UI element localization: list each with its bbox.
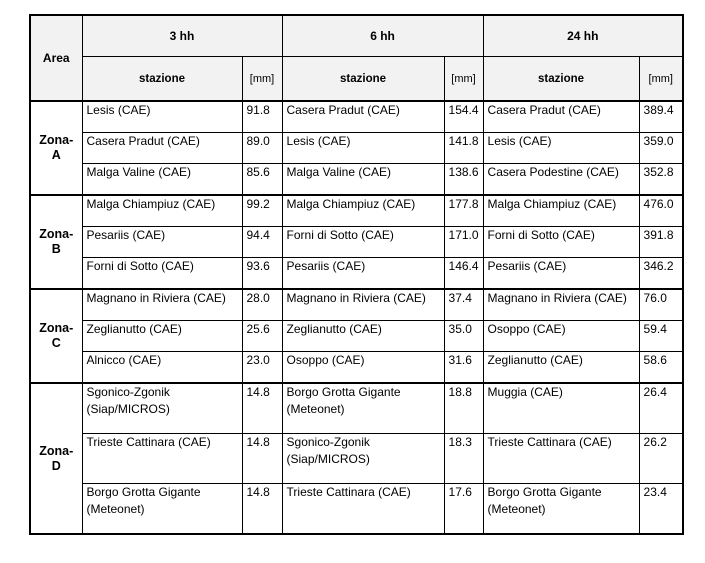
precipitation-table [29, 14, 684, 535]
station-header: stazione [82, 57, 242, 101]
table-row [30, 164, 683, 196]
value-cell-3h: 23.0 [242, 352, 282, 384]
table-row [30, 289, 683, 321]
table-row [30, 258, 683, 290]
period-header-6h: 6 hh [282, 15, 483, 57]
station-cell-3h: Sgonico-Zgonik (Siap/MICROS) [82, 383, 242, 434]
unit-header: [mm] [242, 57, 282, 101]
value-cell-6h: 18.8 [444, 383, 483, 434]
station-cell-24h: Forni di Sotto (CAE) [483, 227, 639, 258]
table-row [30, 195, 683, 227]
value-cell-3h: 14.8 [242, 434, 282, 484]
value-cell-3h: 85.6 [242, 164, 282, 196]
table-row [30, 321, 683, 352]
value-cell-24h: 26.2 [639, 434, 683, 484]
zone-letter: C [51, 336, 61, 350]
zone-letter: D [51, 458, 61, 473]
table-row [30, 133, 683, 164]
table-header [30, 15, 683, 101]
table-row [30, 484, 683, 535]
station-cell-6h: Forni di Sotto (CAE) [282, 227, 444, 258]
station-header: stazione [282, 57, 444, 101]
station-cell-6h: Trieste Cattinara (CAE) [282, 484, 444, 535]
value-cell-6h: 177.8 [444, 195, 483, 227]
station-cell-3h: Forni di Sotto (CAE) [82, 258, 242, 290]
station-cell-3h: Borgo Grotta Gigante (Meteonet) [82, 484, 242, 535]
station-cell-6h: Zeglianutto (CAE) [282, 321, 444, 352]
station-cell-24h: Casera Pradut (CAE) [483, 101, 639, 133]
value-cell-24h: 76.0 [639, 289, 683, 321]
zone-letter: B [51, 242, 61, 256]
zone-letter: A [51, 148, 61, 162]
table-row [30, 383, 683, 434]
station-cell-6h: Malga Chiampiuz (CAE) [282, 195, 444, 227]
value-cell-6h: 154.4 [444, 101, 483, 133]
value-cell-6h: 171.0 [444, 227, 483, 258]
value-cell-24h: 389.4 [639, 101, 683, 133]
value-cell-24h: 391.8 [639, 227, 683, 258]
value-cell-24h: 59.4 [639, 321, 683, 352]
station-cell-6h: Malga Valine (CAE) [282, 164, 444, 196]
station-cell-24h: Casera Podestine (CAE) [483, 164, 639, 196]
table-row [30, 227, 683, 258]
value-cell-24h: 23.4 [639, 484, 683, 535]
station-cell-6h: Magnano in Riviera (CAE) [282, 289, 444, 321]
station-cell-6h: Casera Pradut (CAE) [282, 101, 444, 133]
station-cell-24h: Borgo Grotta Gigante (Meteonet) [483, 484, 639, 535]
zone-prefix: Zona- [39, 443, 74, 458]
value-cell-24h: 352.8 [639, 164, 683, 196]
table-row [30, 352, 683, 384]
value-cell-24h: 476.0 [639, 195, 683, 227]
value-cell-3h: 28.0 [242, 289, 282, 321]
value-cell-6h: 18.3 [444, 434, 483, 484]
station-cell-24h: Trieste Cattinara (CAE) [483, 434, 639, 484]
zone-label [30, 195, 82, 289]
period-header-3h: 3 hh [82, 15, 282, 57]
value-cell-24h: 26.4 [639, 383, 683, 434]
station-cell-3h: Malga Chiampiuz (CAE) [82, 195, 242, 227]
station-cell-24h: Muggia (CAE) [483, 383, 639, 434]
station-cell-6h: Borgo Grotta Gigante (Meteonet) [282, 383, 444, 434]
table-row [30, 434, 683, 484]
station-cell-6h: Sgonico-Zgonik (Siap/MICROS) [282, 434, 444, 484]
station-cell-6h: Lesis (CAE) [282, 133, 444, 164]
zone-label [30, 101, 82, 195]
station-cell-3h: Magnano in Riviera (CAE) [82, 289, 242, 321]
zone-label [30, 383, 82, 534]
unit-header: [mm] [639, 57, 683, 101]
area-header: Area [30, 15, 82, 101]
value-cell-6h: 17.6 [444, 484, 483, 535]
value-cell-3h: 93.6 [242, 258, 282, 290]
table-body [30, 101, 683, 534]
station-cell-24h: Pesariis (CAE) [483, 258, 639, 290]
table-row [30, 101, 683, 133]
station-cell-3h: Zeglianutto (CAE) [82, 321, 242, 352]
station-cell-3h: Alnicco (CAE) [82, 352, 242, 384]
station-header: stazione [483, 57, 639, 101]
station-cell-3h: Malga Valine (CAE) [82, 164, 242, 196]
value-cell-3h: 14.8 [242, 484, 282, 535]
zone-prefix: Zona- [39, 227, 74, 241]
value-cell-24h: 346.2 [639, 258, 683, 290]
value-cell-3h: 25.6 [242, 321, 282, 352]
value-cell-24h: 359.0 [639, 133, 683, 164]
station-cell-6h: Pesariis (CAE) [282, 258, 444, 290]
value-cell-24h: 58.6 [639, 352, 683, 384]
station-cell-6h: Osoppo (CAE) [282, 352, 444, 384]
station-cell-24h: Lesis (CAE) [483, 133, 639, 164]
value-cell-6h: 138.6 [444, 164, 483, 196]
period-header-24h: 24 hh [483, 15, 683, 57]
station-cell-24h: Zeglianutto (CAE) [483, 352, 639, 384]
value-cell-3h: 94.4 [242, 227, 282, 258]
value-cell-6h: 146.4 [444, 258, 483, 290]
value-cell-3h: 91.8 [242, 101, 282, 133]
station-cell-24h: Malga Chiampiuz (CAE) [483, 195, 639, 227]
value-cell-6h: 31.6 [444, 352, 483, 384]
value-cell-3h: 14.8 [242, 383, 282, 434]
zone-prefix: Zona- [39, 321, 74, 335]
unit-header: [mm] [444, 57, 483, 101]
station-cell-3h: Casera Pradut (CAE) [82, 133, 242, 164]
station-cell-24h: Magnano in Riviera (CAE) [483, 289, 639, 321]
value-cell-6h: 35.0 [444, 321, 483, 352]
zone-label [30, 289, 82, 383]
zone-prefix: Zona- [39, 133, 74, 147]
value-cell-3h: 89.0 [242, 133, 282, 164]
station-cell-24h: Osoppo (CAE) [483, 321, 639, 352]
value-cell-3h: 99.2 [242, 195, 282, 227]
value-cell-6h: 141.8 [444, 133, 483, 164]
station-cell-3h: Pesariis (CAE) [82, 227, 242, 258]
value-cell-6h: 37.4 [444, 289, 483, 321]
station-cell-3h: Lesis (CAE) [82, 101, 242, 133]
station-cell-3h: Trieste Cattinara (CAE) [82, 434, 242, 484]
